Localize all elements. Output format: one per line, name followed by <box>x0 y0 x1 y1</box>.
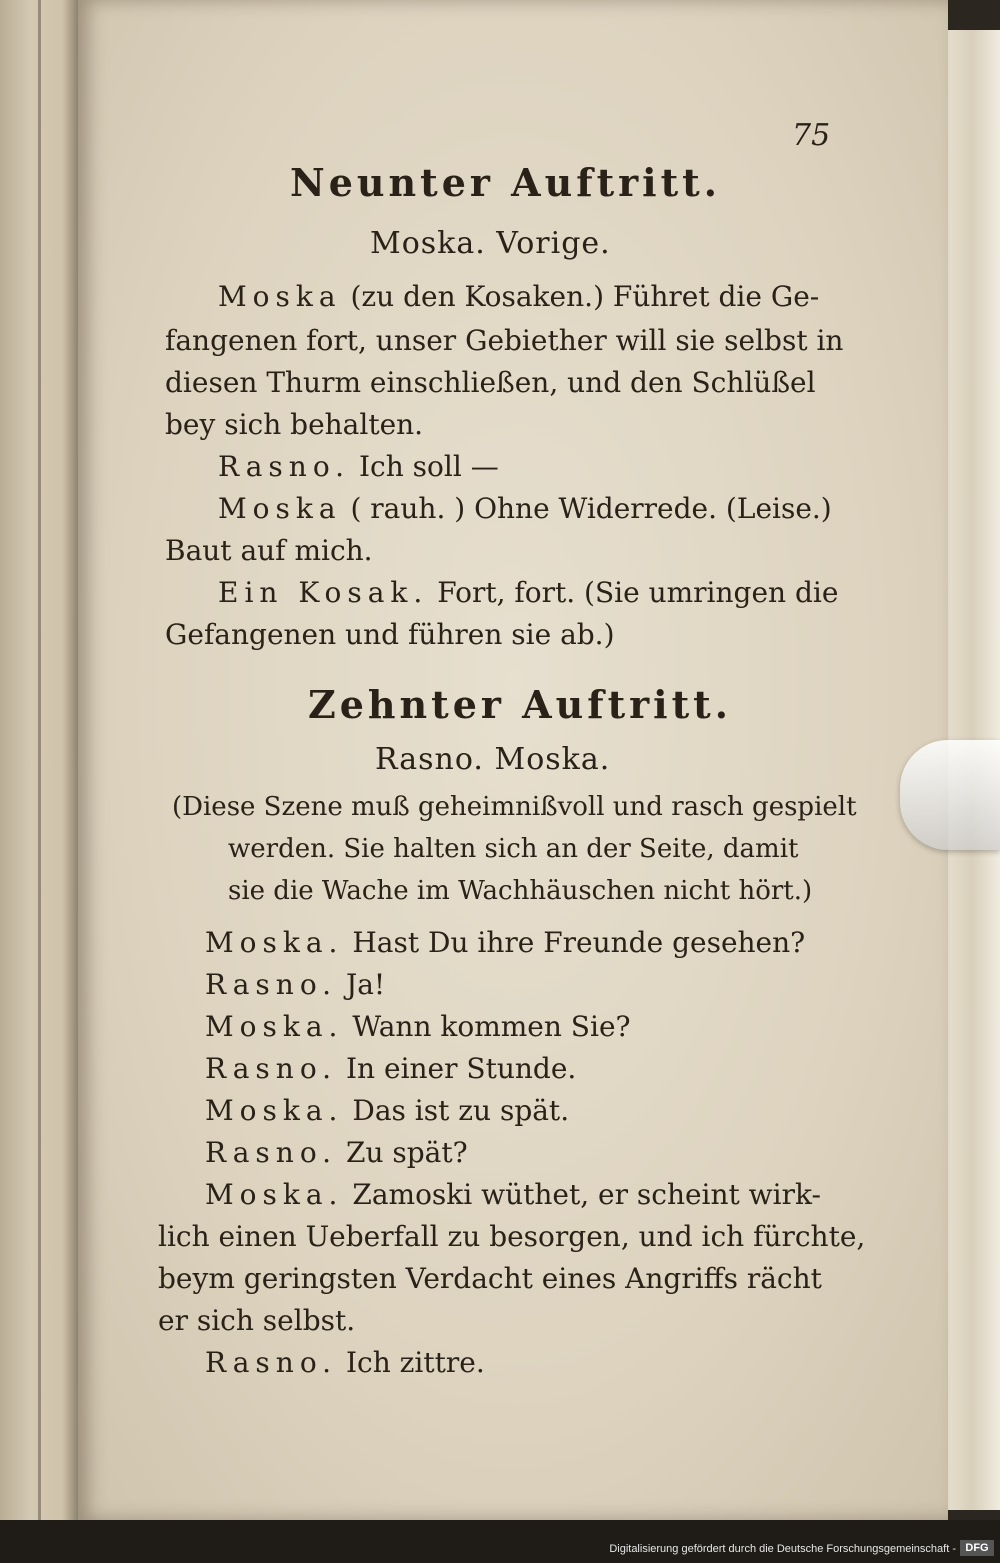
footer-bar <box>0 1520 1000 1563</box>
page-clip <box>900 740 1000 850</box>
speaker: Moska <box>218 492 342 525</box>
scene9-title: Neunter Auftritt. <box>290 160 721 205</box>
speaker: Moska. <box>205 1178 344 1211</box>
footer-credit: Digitalisierung gefördert durch die Deutsche Forschungsgemeinschaft - <box>609 1543 956 1555</box>
line-text: Ich soll — <box>359 450 499 483</box>
dialogue-line: beym geringsten Verdacht eines Angriffs rächt <box>158 1262 822 1295</box>
dialogue-line <box>205 1010 631 1043</box>
line-text: Das ist zu spät. <box>352 1094 570 1127</box>
dialogue-line <box>205 1136 468 1169</box>
speaker: Rasno. <box>218 450 351 483</box>
dialogue-line: Baut auf mich. <box>165 534 373 567</box>
speaker: Moska. <box>205 1010 344 1043</box>
line-text: Zamoski wüthet, er scheint wirk- <box>352 1178 821 1211</box>
speaker: Rasno. <box>205 968 338 1001</box>
scene10-title: Zehnter Auftritt. <box>308 682 732 727</box>
stage-direction: sie die Wache im Wachhäuschen nicht hört.) <box>228 876 813 906</box>
dialogue-line <box>205 1094 569 1127</box>
line-text: Ich zittre. <box>346 1346 485 1379</box>
dialogue-line <box>205 968 385 1001</box>
speaker: Rasno. <box>205 1136 338 1169</box>
dfg-logo: DFG <box>960 1540 994 1556</box>
line-text: Hast Du ihre Freunde gesehen? <box>352 926 806 959</box>
speaker: Moska. <box>205 1094 344 1127</box>
stage-direction: (Diese Szene muß geheimnißvoll und rasch gespielt <box>172 792 857 822</box>
line-text: In einer Stunde. <box>346 1052 577 1085</box>
speaker: Moska <box>218 280 342 313</box>
dialogue-line: er sich selbst. <box>158 1304 356 1337</box>
speaker: Moska. <box>205 926 344 959</box>
dialogue-line: bey sich behalten. <box>165 408 424 441</box>
dialogue-line <box>218 450 499 483</box>
dialogue-line <box>205 1052 576 1085</box>
dialogue-line <box>218 280 819 313</box>
dialogue-line: diesen Thurm einschließen, und den Schlüßel <box>165 366 816 399</box>
dialogue-line <box>205 1178 821 1211</box>
dialogue-line <box>218 576 838 609</box>
dialogue-line: fangenen fort, unser Gebiether will sie selbst in <box>165 324 844 357</box>
page-number: 75 <box>792 118 831 153</box>
line-text: Fort, fort. (Sie umringen die <box>437 576 839 609</box>
line-text: Zu spät? <box>346 1136 468 1169</box>
dialogue-line: Gefangenen und führen sie ab.) <box>165 618 615 651</box>
scene9-cast: Moska. Vorige. <box>370 226 611 261</box>
speaker: Rasno. <box>205 1052 338 1085</box>
dialogue-line <box>205 926 805 959</box>
line-text: Wann kommen Sie? <box>352 1010 631 1043</box>
speaker: Ein Kosak. <box>218 576 429 609</box>
dialogue-line <box>218 492 832 525</box>
dialogue-line: lich einen Ueberfall zu besorgen, und ich fürchte, <box>158 1220 866 1253</box>
line-text: Ja! <box>346 968 386 1001</box>
line-text: (zu den Kosaken.) Führet die Ge- <box>350 280 820 313</box>
left-page-edge <box>38 0 41 1520</box>
stage-direction: werden. Sie halten sich an der Seite, damit <box>228 834 799 864</box>
speaker: Rasno. <box>205 1346 338 1379</box>
scene10-cast: Rasno. Moska. <box>375 742 611 777</box>
dialogue-line <box>205 1346 485 1379</box>
line-text: ( rauh. ) Ohne Widerrede. (Leise.) <box>350 492 832 525</box>
